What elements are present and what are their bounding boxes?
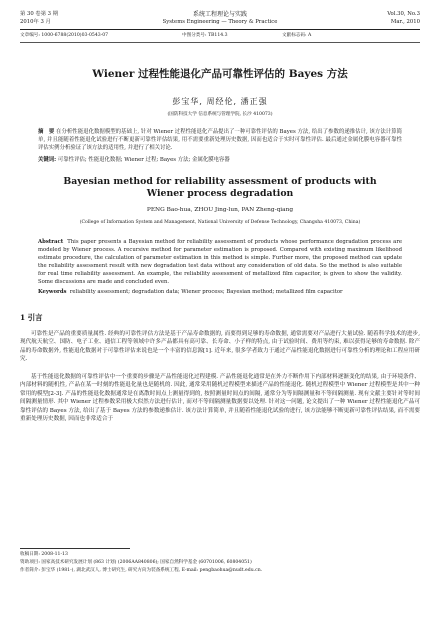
volume-issue-cn: 第 30 卷第 3 期 xyxy=(20,11,59,17)
footnote-rule xyxy=(20,548,130,549)
footnote-author: 作者简介: 彭宝华 (1981-), 湖北武汉人, 博士研究生, 研究方向为装备系统工程, E-mail: pengbaohua@nudt.edu.cn. xyxy=(20,568,263,573)
keywords-cn-label: 关键词: xyxy=(38,157,57,163)
article-id: 文章编号: 1000-6788(2010)03-0543-07 xyxy=(20,33,109,38)
footnote-received: 收稿日期: 2008-11-13 xyxy=(20,552,68,557)
title-en-line1: Bayesian method for reliability assessment of products with xyxy=(63,176,377,187)
abstract-en-label: Abstract xyxy=(38,239,64,245)
affiliation-en: (College of Information System and Management, National University of Defense Technology, Changsha 410073, China) xyxy=(79,220,361,225)
footnote-fund: 资助项目: 国家高技术研究发展计划 (863 计划) (2006AA840806); 国家自然科学基金 (60701006, 60804051) xyxy=(20,560,252,565)
header-rule xyxy=(20,29,420,30)
abstract-cn-label: 摘 要 xyxy=(38,129,55,135)
date-cn: 2010年 3 月 xyxy=(20,19,51,25)
volume-issue-en: Vol.30, No.3 xyxy=(387,11,420,17)
keywords-cn xyxy=(38,156,402,164)
keywords-cn-text: 可靠性评估; 性能退化数据; Wiener 过程; Bayes 方法; 金属化膜电容器 xyxy=(57,157,230,163)
abstract-en-text: This paper presents a Bayesian method for reliability assessment of products whose performance degradation process are modeled by Wiener process. A recursive method for parameter estimation is proposed. Compared with existing maximum likelihood estimate procedure, the calculation of parameter estimation in this method is simple. Further more, the proposed method can update the reliability assessment result with new degradation test data without any consideration of old data. So the method is also suitable for real time reliability assessment. An example, the reliability assessment of metallized film capacitor, is given to show the validity. Some discussions are made and concluded even. xyxy=(38,239,403,286)
keywords-en-text: reliability assessment; degradation data; Wiener process; Bayesian method; metallized film capacitor xyxy=(69,289,343,295)
meta-rule xyxy=(20,42,420,43)
keywords-en-label: Keywords xyxy=(38,289,67,295)
abstract-cn-text: 在分析性能退化数据模型的基础上, 针对 Wiener 过程性能退化产品提出了一种可靠性评估的 Bayes 方法, 给出了参数的递推估计, 该方法计算简单, 并且能随着性能退化试验进行不断更新可靠性评估结果, 用不需要重新处理历史数据, 因而也适合于实时可靠性评估. 最后通过金属化膜电容器可靠性评估实例分析验证了该方法的适用性, 并进行了相关讨论. xyxy=(38,129,402,152)
section-paragraph-1: 可靠性是产品的重要质量属性. 经典的可靠性评估方法是基于产品寿命数据的, 而要得到足够的寿命数据, 通常需要对产品进行大量试验. 随着科学技术的进步, 现代航天航空、国防、电子工业、通信工程等领域中许多产品都具有高可靠、长寿命、小子样的特点, 由于试验时间、费用等约束, 难以获得足够的寿命数据. 除产品的寿命数据外, 性能退化数据对于可靠性评估来说也是一个丰富的信息源[1]. 近年来, 很多学者致力于通过产品性能退化数据进行可靠性分析的理论和工程应用研究. xyxy=(20,331,420,363)
abstract-cn xyxy=(38,128,402,153)
section-paragraph-2: 基于性能退化数据的可靠性评估中一个重要的步骤是产品性能退化过程建模. 产品性能退化通常是在外力不断作用下内部材料逐渐变化的结果, 由于环境条件、内部材料的随机性, 产品在某一时刻的性能退化量也是随机的. 因此, 通常采用随机过程模型来描述产品的性能退化. 随机过程模型中 Wiener 过程模型是其中一种常用的模型[2-3]. 产品的性能退化数据通常是在离散时间点上测量得到的, 按照测量时间点的间隔, 通常分为等间隔测量和不等间隔测量. 现有文献主要针对等时间间隔测量情形. 其中 Wiener 过程参数采用极大似然方法进行估计, 而对不等间隔测量数据要以处理. 针对这一问题, 论文提出了一种 Wiener 过程性能退化产品可靠性评估的 Bayes 方法, 给出了基于 Bayes 方法的参数递推估计. 该方法计算简单, 并且随着性能退化试验的进行, 该方法能够不断更新可靠性评估结果, 而不需要重新处理历史数据, 因而也非常适合于 xyxy=(20,374,420,423)
title-cn: Wiener 过程性能退化产品可靠性评估的 Bayes 方法 xyxy=(92,68,348,80)
keywords-en xyxy=(38,288,402,296)
authors-en: PENG Bao-hua, ZHOU Jing-lun, PAN Zheng-qiang xyxy=(146,207,294,213)
document-code: 文献标志码: A xyxy=(282,33,312,38)
authors-cn: 彭宝华, 周经伦, 潘正强 xyxy=(172,97,268,106)
affiliation-cn: (国防科技大学 信息系统与管理学院, 长沙 410073) xyxy=(167,112,273,117)
journal-name-cn: 系统工程理论与实践 xyxy=(192,11,247,18)
journal-name-en: Systems Engineering — Theory & Practice xyxy=(162,19,278,25)
section-heading: 1 引言 xyxy=(20,313,43,322)
abstract-en xyxy=(38,238,402,287)
date-en: Mar., 2010 xyxy=(390,19,420,25)
clc-number: 中图分类号: TB114.3 xyxy=(182,33,228,38)
title-en-line2: Wiener process degradation xyxy=(146,188,294,199)
